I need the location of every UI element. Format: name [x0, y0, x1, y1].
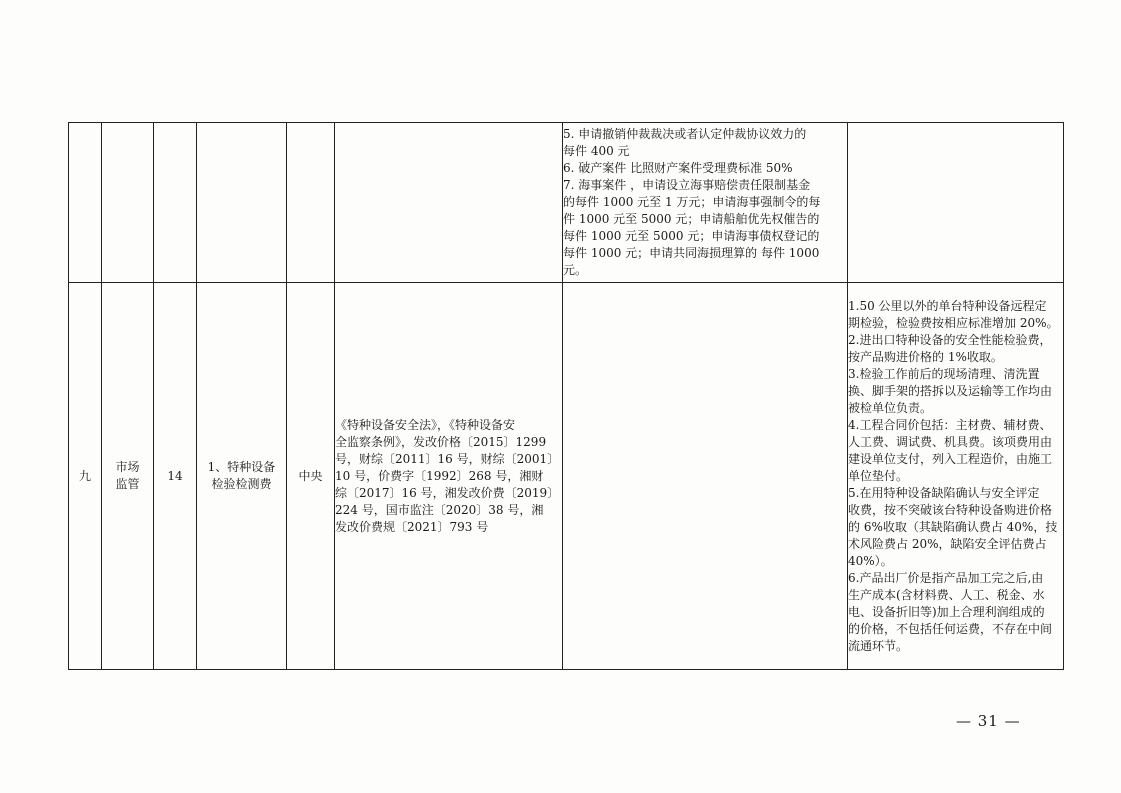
notes-line: 3.检验工作前后的现场清理、清洗置	[848, 366, 1040, 381]
basis-line: 号，财综〔2011〕16 号，财综〔2001〕	[335, 451, 560, 466]
seq-cell	[69, 123, 102, 283]
notes-line: 4.工程合同价包括：主材费、辅材费、	[848, 417, 1052, 432]
standard-line: 每件 1000 元至 5000 元；申请海事债权登记的	[563, 229, 820, 243]
notes-line: 2.进出口特种设备的安全性能检验费，	[848, 332, 1052, 347]
basis-line: 发改价费规〔2021〕793 号	[335, 519, 489, 534]
table-row	[69, 123, 1064, 283]
item-no-cell	[154, 123, 197, 283]
notes-cell	[848, 283, 1064, 670]
notes-line: 电、设备折旧等)加上合理利润组成的	[848, 604, 1045, 619]
notes-line: 术风险费占 20%，缺陷安全评估费占	[848, 536, 1047, 551]
notes-line: 建设单位支付，列入工程造价，由施工	[848, 451, 1053, 466]
standard-line: 的每件 1000 元至 1 万元；申请海事强制令的每	[563, 195, 821, 209]
fee-name-line: 1、特种设备	[207, 460, 276, 474]
table-row	[69, 283, 1064, 670]
department-line: 市场	[115, 460, 140, 474]
notes-line: 单位垫付。	[848, 468, 909, 483]
standard-line: 元。	[563, 263, 588, 277]
notes-line: 期检验，检验费按相应标准增加 20%。	[848, 315, 1059, 330]
level-cell: 中央	[287, 283, 335, 670]
standard-line: 每件 400 元	[563, 144, 630, 158]
notes-line: 流通环节。	[848, 638, 909, 653]
seq-cell: 九	[69, 283, 102, 670]
notes-line: 的 6%收取（其缺陷确认费占 40%，技	[848, 519, 1058, 534]
department-cell	[102, 283, 154, 670]
page-number: — 31 —	[956, 712, 1021, 730]
department-line: 监管	[115, 477, 140, 491]
fee-name-line: 检验检测费	[211, 477, 272, 491]
standard-line: 件 1000 元至 5000 元；申请船舶优先权催告的	[563, 212, 820, 226]
notes-line: 生产成本(含材料费、人工、税金、水	[848, 587, 1045, 602]
notes-line: 1.50 公里以外的单台特种设备远程定	[848, 298, 1047, 313]
standard-line: 5. 申请撤销仲裁裁决或者认定仲裁协议效力的	[563, 127, 807, 141]
notes-line: 5.在用特种设备缺陷确认与安全评定	[848, 485, 1040, 500]
standard-cell	[563, 123, 848, 283]
basis-cell	[335, 123, 563, 283]
standard-line: 6. 破产案件 比照财产案件受理费标准 50%	[563, 161, 793, 175]
department-cell	[102, 123, 154, 283]
fee-name-cell	[197, 283, 287, 670]
standard-line: 7. 海事案件 ，申请设立海事赔偿责任限制基金	[563, 178, 811, 192]
basis-line: 10 号，价费字〔1992〕268 号，湘财	[335, 468, 544, 483]
basis-line: 《特种设备安全法》，《特种设备安	[335, 417, 516, 432]
basis-line: 综〔2017〕16 号，湘发改价费〔2019〕	[335, 485, 560, 500]
notes-line: 的价格，不包括任何运费，不存在中间	[848, 621, 1053, 636]
standard-line: 每件 1000 元；申请共同海损理算的 每件 1000	[563, 246, 820, 260]
notes-line: 收费，按不突破该台特种设备购进价格	[848, 502, 1053, 517]
notes-line: 人工费、调试费、机具费。该项费用由	[848, 434, 1053, 449]
item-no-cell: 14	[154, 283, 197, 670]
notes-line: 6.产品出厂价是指产品加工完之后,由	[848, 570, 1044, 585]
basis-line: 全监察条例》，发改价格〔2015〕1299	[335, 434, 547, 449]
notes-line: 被检单位负责。	[848, 400, 933, 415]
standard-cell	[563, 283, 848, 670]
basis-cell	[335, 283, 563, 670]
basis-line: 224 号，国市监注〔2020〕38 号，湘	[335, 502, 544, 517]
fee-name-cell	[197, 123, 287, 283]
notes-cell	[848, 123, 1064, 283]
level-cell	[287, 123, 335, 283]
notes-line: 换、脚手架的搭拆以及运输等工作均由	[848, 383, 1053, 398]
notes-line: 40%）。	[848, 553, 893, 568]
fee-table	[68, 122, 1064, 670]
notes-line: 按产品购进价格的 1%收取。	[848, 349, 1003, 364]
